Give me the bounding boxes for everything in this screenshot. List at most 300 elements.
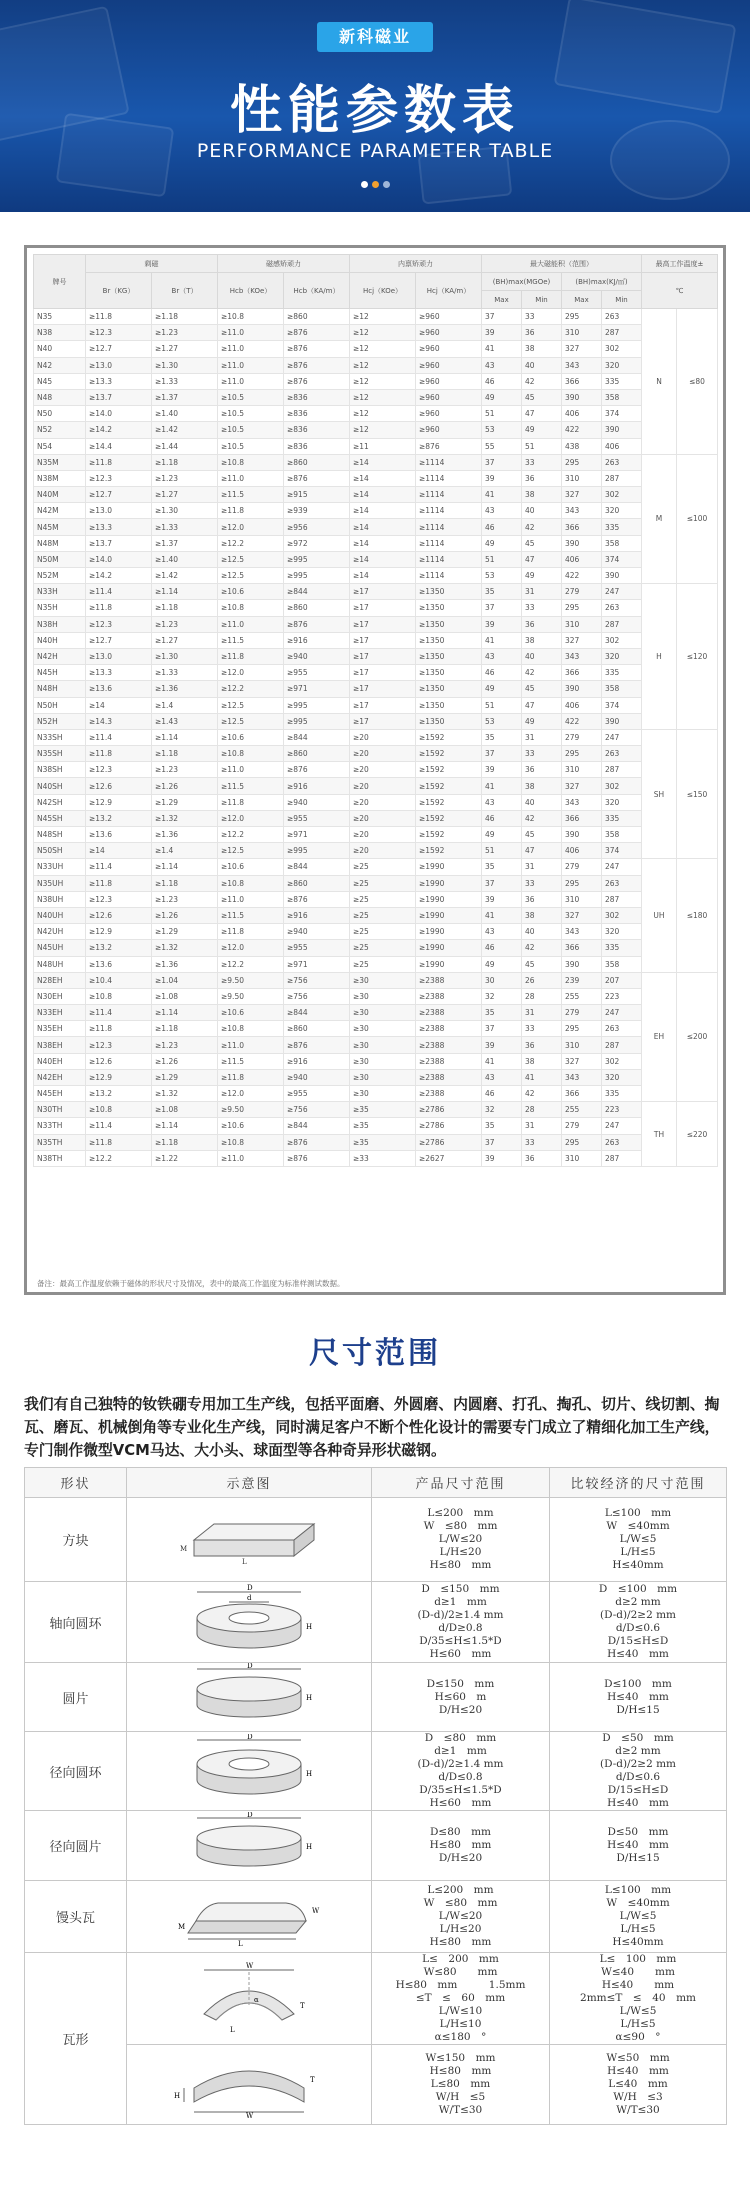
br-t-cell: ≥1.36: [152, 956, 218, 972]
size-constraint: D/H≤15: [616, 1703, 660, 1716]
bh-kj-min-cell: 207: [602, 972, 642, 988]
table-row: [34, 972, 718, 988]
hcb-kam-cell: ≥756: [284, 972, 350, 988]
hcj-kam-cell: ≥2786: [416, 1118, 482, 1134]
br-t-cell: ≥1.23: [152, 762, 218, 778]
br-t-cell: ≥1.26: [152, 1053, 218, 1069]
bh-mgoe-min-cell: 36: [522, 1037, 562, 1053]
bh-mgoe-min-cell: 42: [522, 940, 562, 956]
grade-cell: N35: [34, 309, 86, 325]
grade-cell: N40H: [34, 632, 86, 648]
table-row: [34, 503, 718, 519]
bh-kj-max-cell: 343: [562, 357, 602, 373]
bh-mgoe-max-cell: 39: [482, 891, 522, 907]
hcj-kam-cell: ≥2627: [416, 1150, 482, 1166]
size-constraint: W ≤80 mm: [423, 1897, 498, 1909]
table-row: [34, 632, 718, 648]
br-kg-cell: ≥11.8: [86, 746, 152, 762]
br-t-cell: ≥1.30: [152, 357, 218, 373]
performance-table: [33, 254, 718, 1167]
bh-kj-max-cell: 239: [562, 972, 602, 988]
table-row: [34, 648, 718, 664]
br-t-cell: ≥1.14: [152, 584, 218, 600]
arc-tile-diagram-icon: [127, 1953, 372, 2045]
table-row: [34, 843, 718, 859]
br-kg-cell: ≥13.6: [86, 681, 152, 697]
hcb-koe-cell: ≥10.8: [218, 309, 284, 325]
hcb-koe-cell: ≥10.5: [218, 389, 284, 405]
table-row: [34, 859, 718, 875]
bh-kj-min-cell: 302: [602, 632, 642, 648]
bh-kj-min-cell: 263: [602, 1134, 642, 1150]
bh-mgoe-max-cell: 37: [482, 875, 522, 891]
bh-mgoe-min-cell: 49: [522, 568, 562, 584]
grade-cell: N45M: [34, 519, 86, 535]
bh-mgoe-max-cell: 35: [482, 729, 522, 745]
bh-kj-max-cell: 310: [562, 616, 602, 632]
svg-text:T: T: [300, 2001, 305, 2010]
hcb-kam-cell: ≥995: [284, 697, 350, 713]
bh-mgoe-max-cell: 37: [482, 746, 522, 762]
bh-mgoe-min-cell: 33: [522, 1021, 562, 1037]
grade-cell: N48M: [34, 535, 86, 551]
bh-mgoe-min-cell: 33: [522, 746, 562, 762]
br-kg-cell: ≥12.7: [86, 341, 152, 357]
br-kg-cell: ≥11.8: [86, 1021, 152, 1037]
shape-name: 径向圆环: [25, 1732, 127, 1811]
hcj-koe-cell: ≥14: [350, 551, 416, 567]
bh-kj-min-cell: 247: [602, 729, 642, 745]
hcb-kam-cell: ≥995: [284, 843, 350, 859]
size-constraint: D ≤150 mm: [421, 1583, 500, 1595]
size-constraint: d/D≥0.8: [438, 1622, 483, 1634]
bh-mgoe-max-cell: 39: [482, 325, 522, 341]
bh-kj-min-cell: 263: [602, 600, 642, 616]
br-kg-cell: ≥11.8: [86, 1134, 152, 1150]
bh-mgoe-min-cell: 36: [522, 1150, 562, 1166]
br-t-cell: ≥1.32: [152, 810, 218, 826]
bh-mgoe-min-cell: 31: [522, 1005, 562, 1021]
bh-mgoe-min-cell: 38: [522, 778, 562, 794]
br-kg-cell: ≥12.3: [86, 325, 152, 341]
bh-mgoe-max-cell: 53: [482, 568, 522, 584]
size-constraint: (D-d)/2≥2 mm: [599, 1609, 677, 1621]
bh-mgoe-min-cell: 33: [522, 600, 562, 616]
size-constraint: L≤ 200 mm: [422, 1953, 499, 1965]
svg-text:D: D: [247, 1811, 253, 1819]
br-kg-cell: ≥14.4: [86, 438, 152, 454]
size-constraint: d≥1 mm: [434, 1596, 487, 1608]
table-row: [34, 535, 718, 551]
br-kg-cell: ≥11.8: [86, 309, 152, 325]
hcb-kam-cell: ≥940: [284, 794, 350, 810]
bh-kj-max-cell: 390: [562, 535, 602, 551]
size-constraint: W≤80 mm: [423, 1966, 498, 1978]
hcj-kam-cell: ≥1114: [416, 503, 482, 519]
size-constraint: L/H≤5: [620, 1546, 656, 1558]
hcb-kam-cell: ≥756: [284, 988, 350, 1004]
br-t-cell: ≥1.27: [152, 487, 218, 503]
hcj-koe-cell: ≥25: [350, 907, 416, 923]
bh-kj-max-cell: 366: [562, 373, 602, 389]
table-row: [34, 713, 718, 729]
hcj-kam-cell: ≥1114: [416, 535, 482, 551]
hcj-koe-cell: ≥20: [350, 729, 416, 745]
br-kg-cell: ≥13.3: [86, 665, 152, 681]
bh-kj-min-cell: 320: [602, 924, 642, 940]
hcb-koe-cell: ≥10.6: [218, 729, 284, 745]
table-row: [34, 487, 718, 503]
br-kg-cell: ≥12.2: [86, 1150, 152, 1166]
grade-cell: N38EH: [34, 1037, 86, 1053]
bh-kj-min-cell: 320: [602, 357, 642, 373]
hcb-kam-cell: ≥876: [284, 470, 350, 486]
bh-mgoe-min-cell: 47: [522, 406, 562, 422]
economic-size-range: [550, 1498, 727, 1582]
bh-kj-min-cell: 247: [602, 584, 642, 600]
hcj-kam-cell: ≥1114: [416, 454, 482, 470]
hcj-koe-cell: ≥17: [350, 713, 416, 729]
size-constraint: D/15≤H≤D: [607, 1784, 669, 1796]
bh-kj-max-cell: 327: [562, 341, 602, 357]
bh-kj-min-cell: 302: [602, 778, 642, 794]
bh-kj-max-cell: 310: [562, 470, 602, 486]
bh-mgoe-min-cell: 31: [522, 584, 562, 600]
bh-kj-max-cell: 279: [562, 1118, 602, 1134]
size-table-row: [25, 1953, 727, 2045]
bh-kj-min-cell: 287: [602, 470, 642, 486]
header-intrinsic-coercivity: 内禀矫顽力: [350, 255, 482, 273]
size-table-row: [25, 1663, 727, 1732]
hcb-koe-cell: ≥10.8: [218, 746, 284, 762]
bh-mgoe-min-cell: 49: [522, 713, 562, 729]
hcj-koe-cell: ≥14: [350, 568, 416, 584]
size-constraint: H≤80 mm 1.5mm: [395, 1979, 526, 1991]
hcj-koe-cell: ≥12: [350, 422, 416, 438]
hcb-koe-cell: ≥9.50: [218, 988, 284, 1004]
bh-kj-max-cell: 406: [562, 697, 602, 713]
bh-mgoe-max-cell: 49: [482, 535, 522, 551]
carousel-dot[interactable]: [383, 181, 390, 188]
hcj-koe-cell: ≥14: [350, 535, 416, 551]
product-size-range: [372, 1881, 550, 1953]
grade-group-max-temp: ≤180: [677, 859, 718, 972]
hcb-koe-cell: ≥11.5: [218, 778, 284, 794]
size-constraint: D/35≤H≤1.5*D: [419, 1784, 502, 1796]
size-constraint: W ≤80 mm: [423, 1520, 498, 1532]
br-t-cell: ≥1.37: [152, 389, 218, 405]
bh-mgoe-min-cell: 42: [522, 810, 562, 826]
hcb-koe-cell: ≥12.0: [218, 665, 284, 681]
header-max-temp: 最高工作温度±: [642, 255, 718, 273]
hcj-kam-cell: ≥876: [416, 438, 482, 454]
size-constraint: d≥1 mm: [434, 1745, 487, 1757]
size-constraint: W≤150 mm: [425, 2052, 496, 2064]
hcb-kam-cell: ≥916: [284, 778, 350, 794]
bh-mgoe-min-cell: 26: [522, 972, 562, 988]
br-kg-cell: ≥11.4: [86, 584, 152, 600]
hcb-koe-cell: ≥12.5: [218, 843, 284, 859]
axial-ring-diagram-icon: [127, 1582, 372, 1663]
table-row: [34, 729, 718, 745]
size-constraint: L/W≤10: [438, 2005, 483, 2017]
size-constraint: W≤40 mm: [601, 1966, 675, 1978]
size-constraint: H≤60 m: [434, 1690, 487, 1703]
table-row: [34, 438, 718, 454]
bh-kj-max-cell: 279: [562, 584, 602, 600]
size-constraint: L≤200 mm: [427, 1507, 494, 1519]
table-row: [34, 810, 718, 826]
size-constraint: W≤50 mm: [606, 2052, 670, 2064]
size-constraint: W/H ≤3: [613, 2091, 663, 2103]
bh-kj-min-cell: 302: [602, 487, 642, 503]
br-kg-cell: ≥10.8: [86, 1102, 152, 1118]
size-header-economic-range: 比较经济的尺寸范围: [550, 1468, 727, 1498]
bh-kj-min-cell: 287: [602, 325, 642, 341]
size-constraint: L≤ 100 mm: [599, 1953, 677, 1965]
br-kg-cell: ≥13.0: [86, 503, 152, 519]
size-constraint: D ≤80 mm: [424, 1732, 497, 1744]
bh-mgoe-max-cell: 49: [482, 956, 522, 972]
br-t-cell: ≥1.23: [152, 325, 218, 341]
bh-kj-min-cell: 287: [602, 762, 642, 778]
bh-mgoe-min-cell: 40: [522, 357, 562, 373]
hcj-koe-cell: ≥17: [350, 616, 416, 632]
br-kg-cell: ≥13.6: [86, 956, 152, 972]
bh-kj-min-cell: 302: [602, 907, 642, 923]
br-t-cell: ≥1.4: [152, 843, 218, 859]
hcj-kam-cell: ≥1592: [416, 778, 482, 794]
bh-kj-max-cell: 366: [562, 810, 602, 826]
grade-cell: N48UH: [34, 956, 86, 972]
size-constraint: L/W≤5: [619, 1910, 657, 1922]
hcj-koe-cell: ≥12: [350, 357, 416, 373]
br-kg-cell: ≥10.8: [86, 988, 152, 1004]
table-row: [34, 924, 718, 940]
br-t-cell: ≥1.33: [152, 519, 218, 535]
block-diagram-icon: [127, 1498, 372, 1582]
grade-cell: N35TH: [34, 1134, 86, 1150]
hcb-koe-cell: ≥11.0: [218, 373, 284, 389]
bh-kj-max-cell: 279: [562, 1005, 602, 1021]
grade-cell: N45H: [34, 665, 86, 681]
hcj-kam-cell: ≥1592: [416, 843, 482, 859]
hcj-kam-cell: ≥1350: [416, 584, 482, 600]
bh-kj-min-cell: 374: [602, 551, 642, 567]
bh-mgoe-min-cell: 45: [522, 535, 562, 551]
bh-mgoe-max-cell: 46: [482, 373, 522, 389]
size-constraint: H≤80 mm: [429, 2065, 492, 2077]
grade-cell: N38H: [34, 616, 86, 632]
shape-name: 圆片: [25, 1663, 127, 1732]
hcb-kam-cell: ≥916: [284, 1053, 350, 1069]
br-kg-cell: ≥11.8: [86, 454, 152, 470]
br-t-cell: ≥1.29: [152, 794, 218, 810]
bh-kj-max-cell: 295: [562, 309, 602, 325]
table-row: [34, 1118, 718, 1134]
grade-group-max-temp: ≤120: [677, 584, 718, 730]
grade-cell: N40: [34, 341, 86, 357]
br-t-cell: ≥1.27: [152, 341, 218, 357]
hcj-koe-cell: ≥14: [350, 503, 416, 519]
br-kg-cell: ≥13.0: [86, 357, 152, 373]
bh-mgoe-max-cell: 51: [482, 697, 522, 713]
size-table-row: [25, 1498, 727, 1582]
hcb-kam-cell: ≥972: [284, 535, 350, 551]
hcj-kam-cell: ≥1990: [416, 907, 482, 923]
hcj-kam-cell: ≥1592: [416, 810, 482, 826]
hcb-koe-cell: ≥11.5: [218, 487, 284, 503]
hcb-koe-cell: ≥10.8: [218, 454, 284, 470]
grade-group-max-temp: ≤220: [677, 1102, 718, 1167]
size-constraint: D ≤100 mm: [598, 1583, 678, 1595]
table-row: [34, 1086, 718, 1102]
size-header-shape: 形状: [25, 1468, 127, 1498]
br-t-cell: ≥1.23: [152, 1037, 218, 1053]
hcj-kam-cell: ≥1592: [416, 794, 482, 810]
grade-cell: N38M: [34, 470, 86, 486]
bh-kj-min-cell: 247: [602, 1005, 642, 1021]
bh-kj-min-cell: 358: [602, 535, 642, 551]
br-t-cell: ≥1.44: [152, 438, 218, 454]
size-constraint: d/D≤0.6: [615, 1622, 661, 1634]
bh-mgoe-min-cell: 47: [522, 697, 562, 713]
bh-kj-min-cell: 263: [602, 309, 642, 325]
grade-group-label: EH: [642, 972, 677, 1102]
br-kg-cell: ≥12.9: [86, 1069, 152, 1085]
hcj-kam-cell: ≥2388: [416, 1053, 482, 1069]
bh-mgoe-min-cell: 33: [522, 875, 562, 891]
grade-cell: N33H: [34, 584, 86, 600]
economic-size-range: [550, 1663, 727, 1732]
bh-kj-max-cell: 406: [562, 406, 602, 422]
performance-table-frame: [24, 245, 726, 1295]
hcb-koe-cell: ≥12.2: [218, 681, 284, 697]
size-constraint: α≤90 °: [615, 2031, 661, 2043]
bh-mgoe-min-cell: 36: [522, 891, 562, 907]
br-t-cell: ≥1.18: [152, 1021, 218, 1037]
svg-text:D: D: [247, 1734, 253, 1741]
table-row: [34, 778, 718, 794]
br-t-cell: ≥1.08: [152, 1102, 218, 1118]
br-kg-cell: ≥11.8: [86, 875, 152, 891]
size-constraint: L≤80 mm: [430, 2078, 491, 2090]
bh-kj-min-cell: 287: [602, 616, 642, 632]
bh-kj-min-cell: 406: [602, 438, 642, 454]
hcb-kam-cell: ≥956: [284, 519, 350, 535]
bh-mgoe-min-cell: 38: [522, 1053, 562, 1069]
table-row: [34, 681, 718, 697]
bh-mgoe-min-cell: 36: [522, 325, 562, 341]
bh-mgoe-max-cell: 37: [482, 1021, 522, 1037]
grade-group-max-temp: ≤200: [677, 972, 718, 1102]
bh-kj-max-cell: 366: [562, 665, 602, 681]
hcb-kam-cell: ≥955: [284, 665, 350, 681]
bh-mgoe-max-cell: 51: [482, 406, 522, 422]
hcj-koe-cell: ≥12: [350, 373, 416, 389]
bh-kj-max-cell: 343: [562, 924, 602, 940]
br-t-cell: ≥1.29: [152, 924, 218, 940]
table-row: [34, 1021, 718, 1037]
br-t-cell: ≥1.18: [152, 309, 218, 325]
product-size-range: [372, 1663, 550, 1732]
size-constraint: H≤40mm: [612, 1559, 664, 1571]
header-unit-celsius: ℃: [642, 273, 718, 309]
hcj-kam-cell: ≥2388: [416, 1086, 482, 1102]
hcj-koe-cell: ≥17: [350, 681, 416, 697]
svg-text:D: D: [247, 1663, 253, 1670]
carousel-dot[interactable]: [361, 181, 368, 188]
economic-size-range: [550, 1732, 727, 1811]
carousel-dot[interactable]: [372, 181, 379, 188]
hcj-kam-cell: ≥1114: [416, 568, 482, 584]
br-kg-cell: ≥12.3: [86, 616, 152, 632]
bh-kj-max-cell: 422: [562, 568, 602, 584]
bh-mgoe-min-cell: 45: [522, 681, 562, 697]
economic-size-range: [550, 1582, 727, 1663]
bh-kj-min-cell: 335: [602, 519, 642, 535]
bh-mgoe-max-cell: 55: [482, 438, 522, 454]
disc-diagram-icon: [127, 1663, 372, 1732]
bh-mgoe-min-cell: 36: [522, 470, 562, 486]
bh-mgoe-max-cell: 43: [482, 503, 522, 519]
bh-kj-max-cell: 390: [562, 956, 602, 972]
size-constraint: D/H≤20: [438, 1703, 483, 1716]
hcb-koe-cell: ≥12.2: [218, 535, 284, 551]
bh-kj-max-cell: 327: [562, 907, 602, 923]
hcb-kam-cell: ≥860: [284, 1021, 350, 1037]
br-t-cell: ≥1.32: [152, 940, 218, 956]
bh-kj-min-cell: 287: [602, 891, 642, 907]
size-constraint: H≤80 mm: [429, 1936, 492, 1948]
hcj-koe-cell: ≥35: [350, 1134, 416, 1150]
bh-kj-max-cell: 422: [562, 422, 602, 438]
hcj-kam-cell: ≥960: [416, 389, 482, 405]
bh-kj-max-cell: 295: [562, 1021, 602, 1037]
loaf-tile-diagram-icon: [127, 1881, 372, 1953]
size-constraint: L≤100 mm: [604, 1884, 672, 1896]
hcb-kam-cell: ≥995: [284, 551, 350, 567]
br-t-cell: ≥1.14: [152, 859, 218, 875]
br-t-cell: ≥1.22: [152, 1150, 218, 1166]
table-row: [34, 1037, 718, 1053]
hcb-kam-cell: ≥860: [284, 454, 350, 470]
size-constraint: L/W≤5: [619, 1533, 657, 1545]
br-t-cell: ≥1.40: [152, 551, 218, 567]
br-t-cell: ≥1.42: [152, 422, 218, 438]
hcj-kam-cell: ≥960: [416, 406, 482, 422]
svg-text:T: T: [310, 2075, 315, 2084]
hcb-kam-cell: ≥876: [284, 1037, 350, 1053]
bh-kj-max-cell: 327: [562, 487, 602, 503]
grade-cell: N50M: [34, 551, 86, 567]
hcb-kam-cell: ≥844: [284, 1118, 350, 1134]
br-kg-cell: ≥11.4: [86, 1118, 152, 1134]
grade-cell: N38: [34, 325, 86, 341]
hcj-koe-cell: ≥33: [350, 1150, 416, 1166]
table-row: [34, 422, 718, 438]
hcb-koe-cell: ≥11.8: [218, 924, 284, 940]
bh-mgoe-min-cell: 45: [522, 389, 562, 405]
hcj-koe-cell: ≥25: [350, 940, 416, 956]
bh-mgoe-min-cell: 31: [522, 859, 562, 875]
hcj-koe-cell: ≥12: [350, 309, 416, 325]
grade-cell: N28EH: [34, 972, 86, 988]
hcb-kam-cell: ≥876: [284, 762, 350, 778]
size-constraint: d/D≤0.8: [438, 1771, 483, 1783]
hcj-kam-cell: ≥960: [416, 373, 482, 389]
hcb-kam-cell: ≥971: [284, 827, 350, 843]
